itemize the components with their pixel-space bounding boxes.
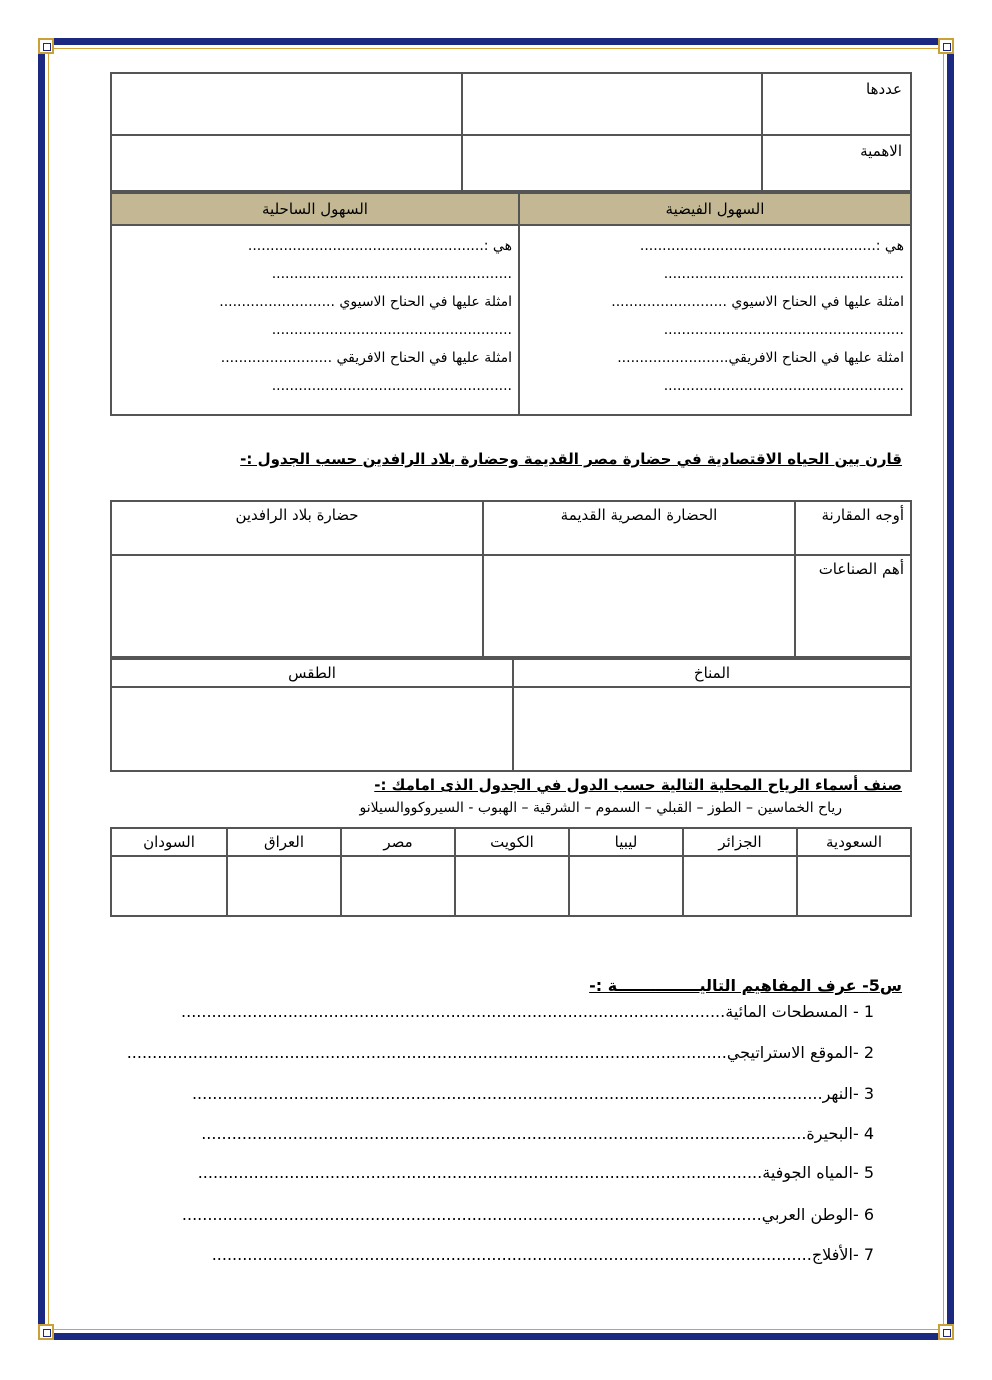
item-dots: ............................................................................................................... <box>197 1163 763 1182</box>
item-term: -النهر <box>822 1084 859 1103</box>
country-iraq: العراق <box>227 828 341 856</box>
item-term: - المسطحات المائية <box>725 1002 859 1021</box>
climate-weather-table <box>110 658 912 772</box>
answer-cell[interactable] <box>455 856 569 916</box>
item-number: 1 <box>863 1002 874 1021</box>
fill-line: هي :..................................................... <box>639 238 904 254</box>
country-kuwait: الكويت <box>455 828 569 856</box>
header-coastal-plains: السهول الساحلية <box>111 193 519 225</box>
header-flood-plains: السهول الفيضية <box>519 193 911 225</box>
item-dots: ...................................................................................................................... <box>211 1245 812 1264</box>
winds-table <box>110 827 912 917</box>
weather-header: الطقس <box>111 659 513 687</box>
fill-line: ...................................................... <box>663 322 904 338</box>
fill-line: ...................................................... <box>271 266 512 282</box>
item-term: -المياه الجوفية <box>762 1163 859 1182</box>
coastal-plains-answer[interactable] <box>111 225 519 415</box>
fill-line: ...................................................... <box>663 378 904 394</box>
item-dots: ........................................................................................................... <box>181 1002 726 1021</box>
item-dots: .................................................................................................................. <box>181 1205 762 1224</box>
egypt-header: الحضارة المصرية القديمة <box>483 501 795 555</box>
winds-list: رياح الخماسين – الطوز – القبلي – السموم – الشرقية – الهبوب - السيروكووالسيلانو <box>359 800 842 816</box>
plains-table <box>110 192 912 416</box>
item-number: 5 <box>863 1163 874 1182</box>
fill-line: ...................................................... <box>271 322 512 338</box>
answer-cell[interactable] <box>569 856 683 916</box>
fill-line: امثلة عليها في الحناح الاسيوي .......................... <box>611 294 904 310</box>
answer-cell[interactable] <box>341 856 455 916</box>
item-dots: ............................................................................................................................ <box>191 1084 823 1103</box>
country-sudan: السودان <box>111 828 227 856</box>
definition-item[interactable] <box>192 1084 874 1103</box>
answer-cell[interactable] <box>483 555 795 657</box>
item-number: 2 <box>863 1043 874 1062</box>
row-label-importance: الاهمية <box>762 135 911 191</box>
answer-cell[interactable] <box>111 73 462 135</box>
country-libya: ليبيا <box>569 828 683 856</box>
plains-count-table <box>110 72 912 192</box>
definition-item[interactable] <box>198 1163 874 1182</box>
answer-cell[interactable] <box>227 856 341 916</box>
fill-line: ...................................................... <box>271 378 512 394</box>
item-number: 3 <box>863 1084 874 1103</box>
definitions-heading: س5- عرف المفاهيم التاليـــــــــــــــة :- <box>589 976 902 995</box>
definition-item[interactable] <box>127 1043 874 1062</box>
item-term: -البحيرة <box>806 1124 859 1143</box>
item-number: 7 <box>863 1245 874 1264</box>
mesopotamia-header: حضارة بلاد الرافدين <box>111 501 483 555</box>
country-egypt: مصر <box>341 828 455 856</box>
item-dots: ....................................................................................................................... <box>201 1124 807 1143</box>
row-label-count: عددها <box>762 73 911 135</box>
winds-heading: صنف أسماء الرياح المحلية التالية حسب الدول في الجدول الذى امامك :- <box>374 776 902 794</box>
item-number: 6 <box>863 1205 874 1224</box>
country-algeria: الجزائر <box>683 828 797 856</box>
fill-line: امثلة عليها في الحناح الاسيوي .......................... <box>219 294 512 310</box>
answer-cell[interactable] <box>111 687 513 771</box>
answer-cell[interactable] <box>111 856 227 916</box>
comparison-table <box>110 500 912 658</box>
industries-label: أهم الصناعات <box>795 555 911 657</box>
compare-heading: قارن بين الحياه الاقتصادية في حضارة مصر القديمة وحضارة بلاد الرافدين حسب الجدول :- <box>240 450 902 468</box>
flood-plains-answer[interactable] <box>519 225 911 415</box>
item-term: -الموقع الاستراتيجي <box>726 1043 859 1062</box>
fill-line: هي :..................................................... <box>247 238 512 254</box>
climate-header: المناخ <box>513 659 911 687</box>
definition-item[interactable] <box>212 1245 874 1264</box>
item-dots: ...................................................................................................................... <box>126 1043 727 1062</box>
fill-line: امثلة عليها في الحناح الافريقي ......................... <box>220 350 512 366</box>
definition-item[interactable] <box>182 1205 874 1224</box>
answer-cell[interactable] <box>111 135 462 191</box>
country-saudi: السعودية <box>797 828 911 856</box>
answer-cell[interactable] <box>462 135 762 191</box>
fill-line: ...................................................... <box>663 266 904 282</box>
compare-aspects-label: أوجه المقارنة <box>795 501 911 555</box>
answer-cell[interactable] <box>513 687 911 771</box>
item-number: 4 <box>863 1124 874 1143</box>
item-term: -الوطن العربي <box>761 1205 859 1224</box>
definition-item[interactable] <box>181 1002 874 1021</box>
answer-cell[interactable] <box>797 856 911 916</box>
definition-item[interactable] <box>201 1124 874 1143</box>
fill-line: امثلة عليها في الحناح الافريقي......................... <box>617 350 904 366</box>
item-term: -الأفلاج <box>811 1245 859 1264</box>
answer-cell[interactable] <box>683 856 797 916</box>
answer-cell[interactable] <box>462 73 762 135</box>
answer-cell[interactable] <box>111 555 483 657</box>
